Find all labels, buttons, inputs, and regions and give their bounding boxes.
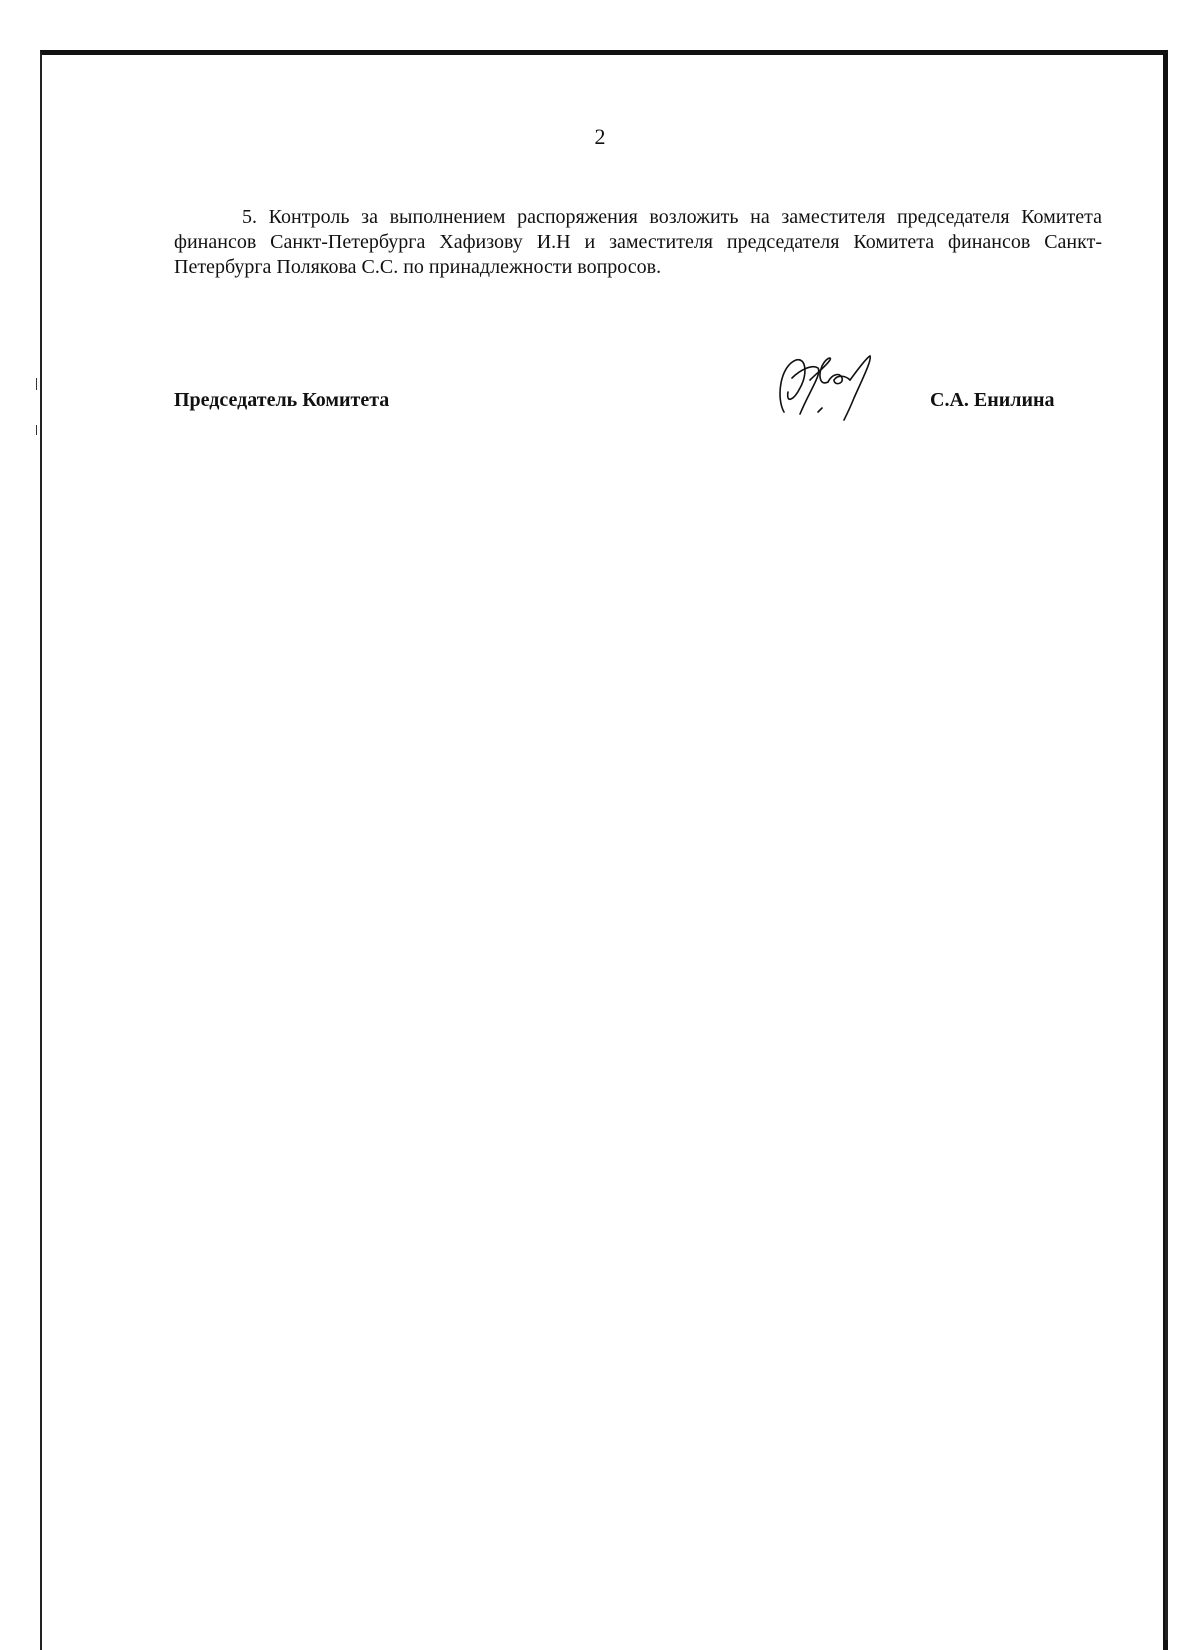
handwritten-signature-icon [770,352,874,424]
signer-title: Председатель Комитета [174,389,390,411]
page-frame [40,50,1168,1650]
scan-speck [1165,560,1168,1640]
scan-speck [36,378,37,390]
scan-speck [36,425,37,435]
order-paragraph-5: 5. Контроль за выполнением распоряжения возложить на заместителя председателя Комитета финансов Санкт-Петербурга Хафизову И.Н и заместителя председателя Комитета финансов Санкт-Петербурга Полякова С.С. по принадлежности вопросов. [174,206,1102,278]
signature-block [174,352,1074,422]
signer-name: С.А. Енилина [930,389,1055,411]
page-number: 2 [594,124,606,149]
